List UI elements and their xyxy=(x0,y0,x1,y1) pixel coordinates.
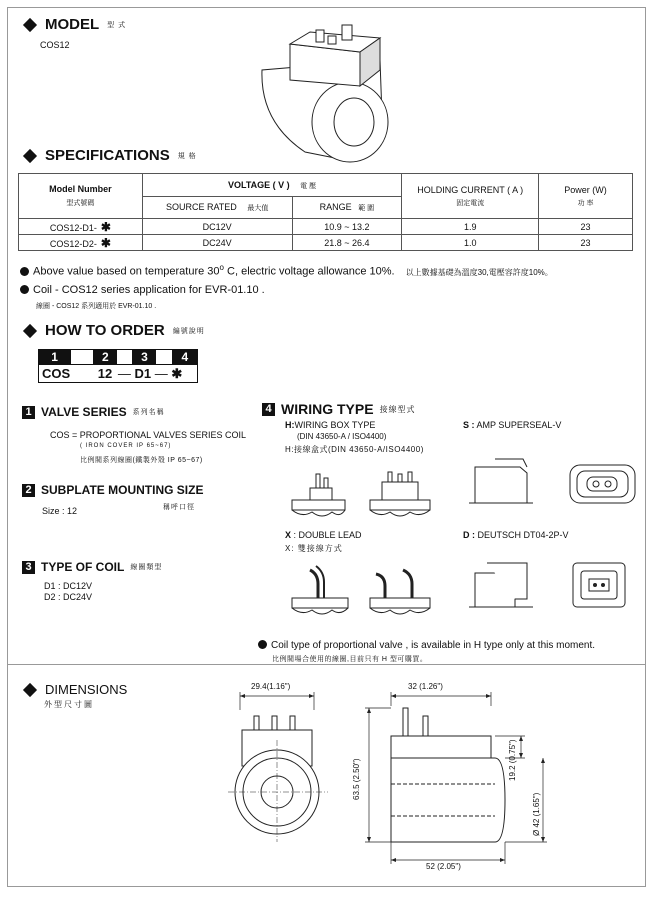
wiring-x-text: : DOUBLE LEAD xyxy=(291,530,362,540)
note1-zh: 以上數據基礎為溫度30,電壓容許度10%。 xyxy=(405,267,553,277)
diamond-icon xyxy=(23,17,37,31)
dimensions-zh: 外型尺寸圖 xyxy=(44,700,94,709)
subplate-heading xyxy=(22,483,203,497)
order-code-dash: — xyxy=(154,365,168,381)
order-title: HOW TO ORDER xyxy=(45,322,165,339)
bullet-icon xyxy=(258,640,267,649)
cell-power: 23 xyxy=(539,219,633,235)
order-code-dash: — xyxy=(117,365,131,381)
wiring-s-key: S : xyxy=(463,420,475,430)
header-power-label: Power (W) xyxy=(564,184,607,195)
dim-box-height: 19.2 (0.75") xyxy=(508,739,517,781)
header-power xyxy=(539,174,633,219)
header-source-rated xyxy=(142,197,292,219)
dim-top-width: 32 (1.26") xyxy=(408,682,443,691)
wiring-d-label xyxy=(463,530,569,540)
order-code-size: 12 xyxy=(97,365,113,381)
cell-current: 1.0 xyxy=(402,235,539,251)
number-badge: 4 xyxy=(262,403,275,416)
model-title-zh: 型 式 xyxy=(107,21,127,29)
valve-series-line1: COS = PROPORTIONAL VALVES SERIES COIL xyxy=(50,430,246,440)
specs-table xyxy=(18,173,633,251)
diamond-icon xyxy=(23,148,37,162)
bullet-icon xyxy=(20,285,29,294)
star-icon: ✱ xyxy=(171,365,183,381)
bullet-icon xyxy=(20,267,29,276)
cell-current: 1.9 xyxy=(402,219,539,235)
dim-total-height: 63.5 (2.50") xyxy=(352,758,361,800)
table-row xyxy=(19,235,633,251)
dim-length: 52 (2.05") xyxy=(426,862,461,871)
wiring-footnote-text: Coil type of proportional valve , is available in H type only at this moment. xyxy=(271,640,596,651)
number-badge: 2 xyxy=(22,484,35,497)
order-spacer xyxy=(71,350,94,365)
note1-text-b: C, electric voltage allowance 10%. xyxy=(223,265,395,278)
wiring-d-key: D : xyxy=(463,530,475,540)
number-badge: 1 xyxy=(22,406,35,419)
diamond-icon xyxy=(23,323,37,337)
wiring-h-text: WIRING BOX TYPE xyxy=(294,420,376,430)
cell-source: DC12V xyxy=(142,219,292,235)
wiring-type-heading xyxy=(262,401,416,417)
coil-illustration xyxy=(250,22,400,162)
wiring-footnote-zh: 比例閥場合使用的線圈,目前只有 H 型可購買。 xyxy=(272,656,428,663)
order-code xyxy=(39,365,198,383)
number-badge: 3 xyxy=(22,561,35,574)
header-range-zh: 範 圍 xyxy=(358,205,375,212)
model-title: MODEL xyxy=(45,16,100,33)
specs-title-zh: 規 格 xyxy=(177,152,197,160)
dim-front-width: 29.4(1.16") xyxy=(251,682,291,691)
note-temperature xyxy=(20,263,553,278)
note1-degree: o xyxy=(219,263,224,272)
specs-heading xyxy=(22,147,197,164)
table-row xyxy=(19,219,633,235)
wiring-x-zh: X: 雙接線方式 xyxy=(285,544,343,553)
subplate-title: SUBPLATE MOUNTING SIZE xyxy=(41,483,204,497)
side-view-drawing xyxy=(355,680,555,880)
subplate-zh: 稱呼口徑 xyxy=(163,504,195,511)
wiring-h-key: H: xyxy=(285,420,295,430)
wiring-h-drawing xyxy=(290,470,440,530)
order-title-zh: 編號說明 xyxy=(172,327,205,335)
wiring-d-text: DEUTSCH DT04-2P-V xyxy=(475,530,569,540)
order-num-1: 1 xyxy=(39,350,71,365)
order-spacer xyxy=(117,350,133,365)
header-voltage xyxy=(142,174,402,197)
header-source-rated-zh: 最大值 xyxy=(247,205,269,212)
coil-d2: D2 : DC24V xyxy=(44,592,93,602)
cell-power: 23 xyxy=(539,235,633,251)
cell-model xyxy=(19,219,143,235)
cell-model xyxy=(19,235,143,251)
valve-series-zh: 系列名稱 xyxy=(132,409,165,416)
coil-type-title: TYPE OF COIL xyxy=(41,560,125,574)
wiring-type-title: WIRING TYPE xyxy=(281,401,374,417)
note2-text: Coil - COS12 series application for EVR-01.10 . xyxy=(33,284,265,296)
subplate-size: Size : 12 xyxy=(42,506,78,516)
cell-range: 21.8 ~ 26.4 xyxy=(292,235,402,251)
wiring-h-label xyxy=(285,420,375,430)
front-view-drawing xyxy=(220,680,340,850)
note2-zh: 線圈 - COS12 系列適用於 EVR-01.10 . xyxy=(36,303,157,310)
wiring-h-din: (DIN 43650-A / ISO4400) xyxy=(297,432,387,441)
order-num-2: 2 xyxy=(94,350,117,365)
model-code: COS12 xyxy=(40,40,70,50)
header-model-number-label: Model Number xyxy=(49,184,112,194)
wiring-s-drawing xyxy=(465,455,640,515)
note-coil xyxy=(20,284,265,296)
dimensions-heading xyxy=(22,682,127,697)
header-source-rated-label: SOURCE RATED xyxy=(165,202,237,212)
specs-title: SPECIFICATIONS xyxy=(45,147,170,164)
cell-source: DC24V xyxy=(142,235,292,251)
model-text: COS12-D1- xyxy=(49,222,97,233)
order-code-coil: D1 xyxy=(134,365,152,381)
coil-type-heading xyxy=(22,560,162,574)
wiring-x-key: X xyxy=(285,530,292,540)
valve-series-line2: ( IRON COVER IP 65~67) xyxy=(80,443,172,449)
wiring-x-label xyxy=(285,530,362,540)
header-holding-label: HOLDING CURRENT ( A ) xyxy=(417,184,524,195)
header-holding-zh: 固定電流 xyxy=(456,199,485,207)
valve-series-line3: 比例閥系列線圈(鐵製外殼 IP 65~67) xyxy=(80,457,203,464)
model-text: COS12-D2- xyxy=(49,238,97,249)
header-model-number xyxy=(19,174,143,219)
wiring-s-text: AMP SUPERSEAL-V xyxy=(474,420,562,430)
coil-type-zh: 線圈類型 xyxy=(130,564,163,571)
header-range-label: RANGE xyxy=(319,202,352,212)
star-icon: ✱ xyxy=(100,219,111,234)
dimensions-title: DIMENSIONS xyxy=(45,682,128,697)
header-voltage-label: VOLTAGE ( V ) xyxy=(227,179,290,190)
header-power-zh: 功 率 xyxy=(577,199,594,207)
header-voltage-zh: 電 壓 xyxy=(300,182,317,190)
wiring-h-zh: H:接線盒式(DIN 43650-A/ISO4400) xyxy=(285,445,424,454)
coil-d1: D1 : DC12V xyxy=(44,581,93,591)
valve-series-title: VALVE SERIES xyxy=(41,405,127,419)
diamond-icon xyxy=(23,682,37,696)
header-range xyxy=(292,197,402,219)
wiring-s-label xyxy=(463,420,561,430)
valve-series-heading xyxy=(22,405,165,419)
header-model-number-zh: 型式號碼 xyxy=(66,200,95,207)
note1-text-a: Above value based on temperature 30 xyxy=(33,265,220,278)
wiring-x-drawing xyxy=(290,560,440,620)
order-num-4: 4 xyxy=(172,350,197,365)
order-spacer xyxy=(156,350,172,365)
header-holding xyxy=(402,174,539,219)
cell-range: 10.9 ~ 13.2 xyxy=(292,219,402,235)
section-divider xyxy=(8,664,645,665)
order-heading xyxy=(22,322,205,339)
wiring-footnote xyxy=(258,640,595,651)
order-code-series: COS xyxy=(42,365,71,381)
order-code-table xyxy=(38,349,198,383)
dim-diameter: Ø 42 (1.65") xyxy=(532,792,541,836)
order-num-3: 3 xyxy=(133,350,156,365)
wiring-d-drawing xyxy=(465,555,640,615)
star-icon: ✱ xyxy=(100,235,111,250)
model-heading xyxy=(22,16,126,33)
wiring-type-zh: 接線型式 xyxy=(379,404,416,414)
